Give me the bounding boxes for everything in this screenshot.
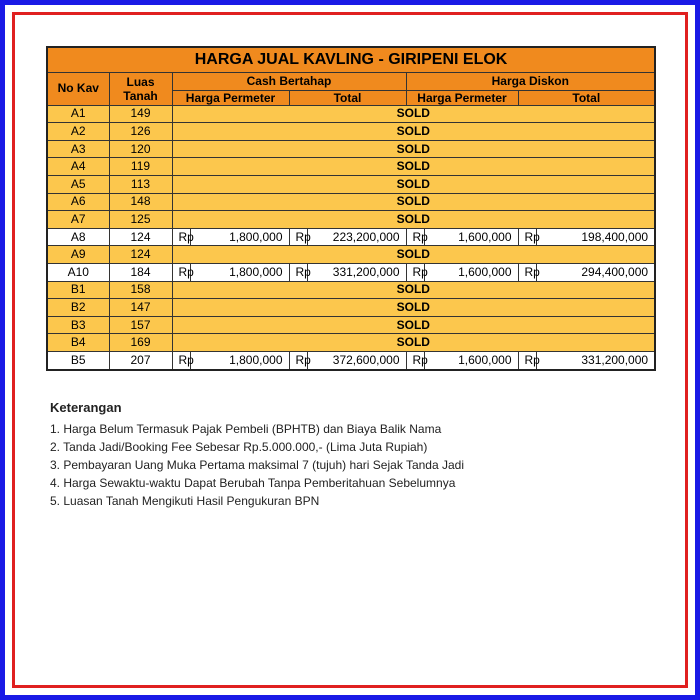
cash-total: 223,200,000 [307, 228, 406, 246]
diskon-total: 331,200,000 [536, 351, 655, 369]
diskon-harga-permeter: 1,600,000 [424, 351, 518, 369]
sold-status: SOLD [172, 334, 655, 352]
currency-label: Rp [406, 263, 424, 281]
col-header-cash-total: Total [289, 90, 406, 105]
kav-number: B5 [47, 351, 109, 369]
kav-number: A2 [47, 123, 109, 141]
cash-harga-permeter: 1,800,000 [190, 351, 289, 369]
currency-label: Rp [406, 228, 424, 246]
note-item: 4. Harga Sewaktu-waktu Dapat Berubah Tanpa Pemberitahuan Sebelumnya [50, 476, 456, 490]
luas-tanah: 125 [109, 211, 172, 229]
table-row [47, 158, 655, 176]
currency-label: Rp [172, 351, 190, 369]
kav-number: A10 [47, 263, 109, 281]
table-row [47, 351, 655, 369]
col-header-harga-diskon: Harga Diskon [406, 73, 655, 91]
kav-number: B2 [47, 299, 109, 317]
table-row [47, 246, 655, 264]
table-row [47, 140, 655, 158]
diskon-total: 294,400,000 [536, 263, 655, 281]
kav-number: B3 [47, 316, 109, 334]
cash-total: 372,600,000 [307, 351, 406, 369]
sold-status: SOLD [172, 211, 655, 229]
note-item: 5. Luasan Tanah Mengikuti Hasil Pengukuran BPN [50, 494, 320, 508]
col-header-luas-tanah: Luas Tanah [109, 73, 172, 106]
kav-number: A5 [47, 175, 109, 193]
kav-number: A6 [47, 193, 109, 211]
table-row [47, 228, 655, 246]
table-title: HARGA JUAL KAVLING - GIRIPENI ELOK [47, 47, 655, 73]
table-row [47, 316, 655, 334]
luas-tanah: 158 [109, 281, 172, 299]
luas-tanah: 207 [109, 351, 172, 369]
note-item: 2. Tanda Jadi/Booking Fee Sebesar Rp.5.000.000,- (Lima Juta Rupiah) [50, 440, 428, 454]
luas-tanah: 147 [109, 299, 172, 317]
currency-label: Rp [406, 351, 424, 369]
sold-status: SOLD [172, 175, 655, 193]
currency-label: Rp [289, 228, 307, 246]
kav-number: B1 [47, 281, 109, 299]
luas-tanah: 119 [109, 158, 172, 176]
sold-status: SOLD [172, 299, 655, 317]
luas-tanah: 120 [109, 140, 172, 158]
sold-status: SOLD [172, 123, 655, 141]
currency-label: Rp [518, 228, 536, 246]
table-row [47, 193, 655, 211]
sold-status: SOLD [172, 246, 655, 264]
diskon-harga-permeter: 1,600,000 [424, 263, 518, 281]
table-row [47, 334, 655, 352]
cash-total: 331,200,000 [307, 263, 406, 281]
table-body [47, 105, 655, 369]
currency-label: Rp [289, 351, 307, 369]
notes-section [50, 400, 650, 510]
sold-status: SOLD [172, 158, 655, 176]
sold-status: SOLD [172, 140, 655, 158]
kav-number: A1 [47, 105, 109, 123]
table-row [47, 211, 655, 229]
sold-status: SOLD [172, 193, 655, 211]
table-row [47, 281, 655, 299]
kav-number: A7 [47, 211, 109, 229]
price-table [46, 46, 656, 371]
sold-status: SOLD [172, 281, 655, 299]
diskon-harga-permeter: 1,600,000 [424, 228, 518, 246]
kav-number: A3 [47, 140, 109, 158]
table-row [47, 299, 655, 317]
col-header-cash-bertahap: Cash Bertahap [172, 73, 406, 91]
currency-label: Rp [172, 263, 190, 281]
table-row [47, 105, 655, 123]
note-item: 1. Harga Belum Termasuk Pajak Pembeli (BPHTB) dan Biaya Balik Nama [50, 422, 442, 436]
luas-tanah: 126 [109, 123, 172, 141]
luas-tanah: 157 [109, 316, 172, 334]
diskon-total: 198,400,000 [536, 228, 655, 246]
cash-harga-permeter: 1,800,000 [190, 228, 289, 246]
luas-tanah: 113 [109, 175, 172, 193]
kav-number: A8 [47, 228, 109, 246]
luas-tanah: 124 [109, 228, 172, 246]
luas-tanah: 148 [109, 193, 172, 211]
col-header-cash-harga-permeter: Harga Permeter [172, 90, 289, 105]
luas-tanah: 184 [109, 263, 172, 281]
currency-label: Rp [172, 228, 190, 246]
luas-tanah: 149 [109, 105, 172, 123]
cash-harga-permeter: 1,800,000 [190, 263, 289, 281]
col-header-diskon-harga-permeter: Harga Permeter [406, 90, 518, 105]
table-row [47, 175, 655, 193]
notes-heading: Keterangan [50, 400, 122, 415]
sold-status: SOLD [172, 316, 655, 334]
table-row [47, 123, 655, 141]
luas-tanah: 124 [109, 246, 172, 264]
col-header-no-kav: No Kav [47, 73, 109, 106]
currency-label: Rp [518, 263, 536, 281]
kav-number: B4 [47, 334, 109, 352]
currency-label: Rp [518, 351, 536, 369]
sold-status: SOLD [172, 105, 655, 123]
luas-tanah: 169 [109, 334, 172, 352]
kav-number: A9 [47, 246, 109, 264]
currency-label: Rp [289, 263, 307, 281]
col-header-diskon-total: Total [518, 90, 655, 105]
kav-number: A4 [47, 158, 109, 176]
table-row [47, 263, 655, 281]
note-item: 3. Pembayaran Uang Muka Pertama maksimal 7 (tujuh) hari Sejak Tanda Jadi [50, 458, 464, 472]
